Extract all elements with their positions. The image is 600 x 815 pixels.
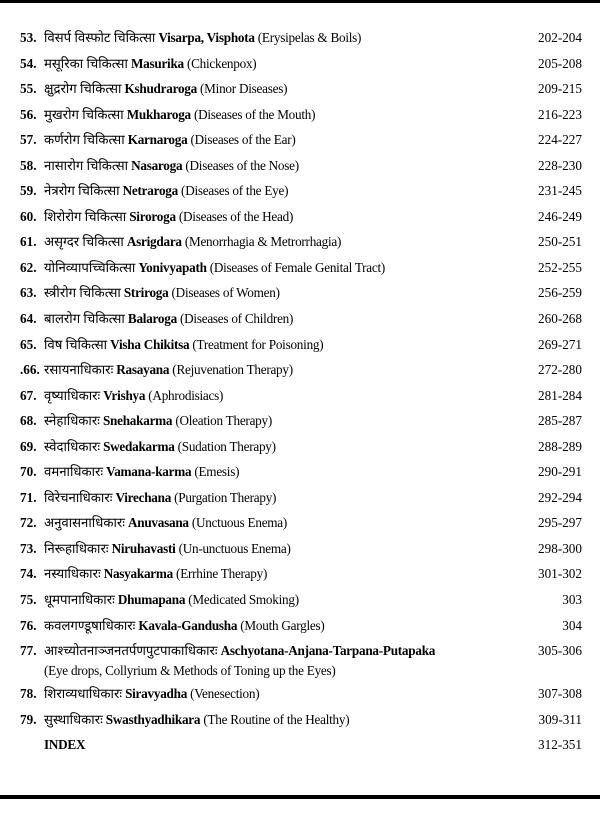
entry-sanskrit-title: असृग्दर चिकित्सा: [44, 234, 124, 250]
entry-sanskrit-title: विसर्प विस्फोट चिकित्सा: [44, 30, 156, 45]
entry-pages: 304: [562, 617, 582, 633]
entry-pages: 303: [562, 592, 582, 608]
entry-description: (Errhine Therapy): [176, 566, 268, 582]
top-rule: [0, 0, 600, 3]
toc-entry: [0, 460, 600, 486]
entry-title: [44, 737, 85, 753]
toc-entry: [0, 103, 600, 129]
entry-title: [44, 686, 259, 702]
entry-number: 65.: [20, 336, 37, 352]
entry-sanskrit-title: विष चिकित्सा: [44, 336, 108, 352]
entry-title: [44, 285, 280, 301]
toc-entry: [0, 614, 600, 640]
entry-sanskrit-title: योनिव्यापच्चिकित्सा: [44, 259, 136, 275]
entry-title: [44, 30, 361, 46]
entry-description: (Diseases of Women): [171, 285, 280, 301]
entry-number: 60.: [20, 208, 37, 224]
table-of-contents: [0, 26, 600, 759]
entry-sanskrit-title: स्नेहाधिकारः: [44, 413, 100, 429]
entry-number: .66.: [20, 362, 40, 378]
entry-sanskrit-title: नासारोग चिकित्सा: [44, 157, 129, 173]
entry-transliteration: Virechana: [115, 489, 172, 505]
entry-pages: 312-351: [538, 737, 582, 753]
toc-entry: [0, 128, 600, 154]
entry-sanskrit-title: बालरोग चिकित्सा: [44, 311, 125, 327]
entry-number: 72.: [20, 515, 37, 531]
toc-entry: [0, 179, 600, 205]
entry-title: [44, 388, 223, 404]
entry-description: (Venesection): [190, 686, 260, 702]
entry-title: [44, 234, 341, 250]
bottom-rule: [0, 795, 600, 799]
entry-title: [44, 260, 385, 276]
entry-transliteration: Swasthyadhikara: [105, 711, 201, 727]
entry-number: 71.: [20, 489, 37, 505]
toc-entry: [0, 26, 600, 52]
entry-pages: 202-204: [538, 30, 582, 45]
toc-entry: [0, 52, 600, 78]
entry-description: (Diseases of the Eye): [181, 183, 289, 199]
toc-entry: [0, 230, 600, 256]
entry-description: (Oleation Therapy): [175, 413, 272, 429]
entry-sanskrit-title: स्वेदाधिकारः: [44, 438, 101, 454]
entry-number: 75.: [20, 592, 37, 608]
entry-transliteration: Anuvasana: [127, 515, 189, 531]
entry-description: (Diseases of Children): [180, 311, 294, 327]
entry-title: [44, 311, 293, 327]
entry-description: (Minor Diseases): [200, 81, 288, 97]
entry-sanskrit-title: अनुवासनाधिकारः: [44, 515, 125, 531]
entry-pages: 298-300: [538, 540, 582, 556]
entry-number: 55.: [20, 81, 37, 97]
entry-transliteration: Nasyakarma: [103, 566, 173, 582]
toc-entry: [0, 205, 600, 231]
entry-sanskrit-title: शिरोरोग चिकित्सा: [44, 208, 127, 224]
entry-transliteration: Vrishya: [103, 387, 146, 403]
entry-number: 67.: [20, 387, 37, 403]
toc-entry: [0, 333, 600, 359]
toc-entry: [0, 256, 600, 282]
entry-description: (Treatment for Poisoning): [192, 336, 324, 352]
entry-description: (Aphrodisiacs): [148, 387, 224, 403]
entry-description: (Diseases of the Nose): [185, 157, 299, 173]
entry-description: (Mouth Gargles): [240, 617, 325, 633]
entry-pages: 295-297: [538, 515, 582, 531]
entry-transliteration: Kavala-Gandusha: [138, 617, 238, 633]
entry-number: 79.: [20, 711, 37, 727]
entry-title: [44, 362, 293, 378]
toc-entry: [0, 562, 600, 588]
entry-title: [44, 337, 323, 353]
entry-pages: 285-287: [538, 413, 582, 429]
entry-transliteration: Snehakarma: [102, 413, 173, 429]
entry-title: [44, 618, 325, 634]
entry-pages: 288-289: [538, 438, 582, 454]
entry-sanskrit-title: क्षुद्ररोग चिकित्सा: [44, 81, 122, 97]
entry-title: [44, 56, 256, 72]
entry-sanskrit-title: धूमपानाधिकारः: [44, 592, 115, 608]
entry-description: (The Routine of the Healthy): [203, 711, 350, 727]
entry-number: 78.: [20, 686, 37, 702]
entry-number: 69.: [20, 438, 37, 454]
entry-number: 61.: [20, 234, 37, 250]
entry-number: 76.: [20, 617, 37, 633]
entry-transliteration: Siroroga: [129, 208, 176, 224]
entry-title: [44, 592, 299, 608]
entry-sanskrit-title: मुखरोग चिकित्सा: [44, 106, 124, 122]
entry-title: [44, 413, 272, 429]
entry-pages: 301-302: [538, 566, 582, 582]
toc-entry: [0, 358, 600, 384]
entry-sanskrit-title: मसूरिका चिकित्सा: [44, 55, 128, 71]
toc-entry: [0, 537, 600, 563]
toc-entry: [0, 682, 600, 708]
entry-number: 68.: [20, 413, 37, 429]
toc-entry: [0, 511, 600, 537]
entry-pages: 209-215: [538, 81, 582, 97]
toc-entry: [0, 409, 600, 435]
entry-description: (Medicated Smoking): [188, 592, 299, 608]
entry-transliteration: Balaroga: [127, 311, 177, 327]
toc-entry: [0, 639, 600, 682]
entry-title: [44, 490, 276, 506]
entry-sanskrit-title: नेत्ररोग चिकित्सा: [44, 183, 120, 199]
entry-title: [44, 209, 293, 225]
entry-pages: 250-251: [538, 234, 582, 250]
entry-transliteration: Niruhavasti: [111, 540, 176, 556]
entry-description: (Menorrhagia & Metrorrhagia): [184, 234, 342, 250]
entry-number: 64.: [20, 311, 37, 327]
entry-title: [44, 439, 276, 455]
toc-entry: [0, 154, 600, 180]
entry-number: 77.: [20, 643, 37, 659]
entry-sanskrit-title: निरूहाधिकारः: [44, 540, 109, 556]
entry-sanskrit-title: कर्णरोग चिकित्सा: [44, 132, 125, 148]
entry-transliteration: Visarpa, Visphota: [158, 30, 255, 45]
entry-pages: 231-245: [538, 183, 582, 199]
entry-pages: 290-291: [538, 464, 582, 480]
entry-pages: 281-284: [538, 387, 582, 403]
entry-sanskrit-title: आश्च्योतनाञ्जनतर्पणपुटपाकाधिकारः: [44, 643, 218, 659]
entry-description: (Unctuous Enema): [191, 515, 288, 531]
entry-number: 70.: [20, 464, 37, 480]
entry-pages: 269-271: [538, 336, 582, 352]
entry-title: [44, 712, 349, 728]
entry-title: [44, 464, 239, 480]
toc-entry: [0, 384, 600, 410]
entry-description: (Un-unctuous Enema): [178, 540, 291, 556]
entry-transliteration: Siravyadha: [125, 686, 188, 702]
entry-number: 57.: [20, 132, 37, 148]
entry-transliteration: Masurika: [130, 55, 184, 71]
entry-pages: 309-311: [538, 711, 582, 727]
toc-entry: [0, 588, 600, 614]
entry-description: (Erysipelas & Boils): [257, 30, 362, 45]
entry-sanskrit-title: वृष्याधिकारः: [44, 387, 101, 403]
entry-transliteration: Karnaroga: [127, 132, 188, 148]
entry-pages: 256-259: [538, 285, 582, 301]
entry-transliteration: INDEX: [44, 737, 86, 753]
entry-title: [44, 107, 315, 123]
entry-description: (Diseases of the Ear): [190, 132, 296, 148]
entry-pages: 307-308: [538, 686, 582, 702]
entry-number: 74.: [20, 566, 37, 582]
entry-transliteration: Vamana-karma: [106, 464, 192, 480]
entry-title: [44, 566, 267, 582]
toc-entry: [0, 435, 600, 461]
entry-number: 56.: [20, 106, 37, 122]
entry-transliteration: Nasaroga: [131, 157, 183, 173]
entry-pages: 305-306: [538, 643, 582, 659]
entry-number: 53.: [20, 30, 37, 45]
entry-transliteration: Yonivyapath: [138, 259, 207, 275]
entry-description: (Diseases of Female Genital Tract): [209, 259, 386, 275]
entry-sanskrit-title: कवलगण्डूषाधिकारः: [44, 617, 136, 633]
entry-pages: 224-227: [538, 132, 582, 148]
entry-title: [44, 81, 287, 97]
entry-number: 54.: [20, 55, 37, 71]
entry-description: (Rejuvenation Therapy): [172, 362, 293, 378]
entry-number: 73.: [20, 540, 37, 556]
entry-pages: 246-249: [538, 208, 582, 224]
entry-transliteration: Dhumapana: [117, 592, 186, 608]
entry-transliteration: Swedakarma: [103, 438, 175, 454]
toc-entry: [0, 77, 600, 103]
entry-pages: 252-255: [538, 259, 582, 275]
entry-pages: 228-230: [538, 157, 582, 173]
entry-sanskrit-title: रसायनाधिकारः: [44, 362, 114, 378]
entry-title: [44, 541, 291, 557]
entry-pages: 272-280: [538, 362, 582, 378]
entry-description: (Purgation Therapy): [174, 489, 277, 505]
entry-description: (Diseases of the Head): [178, 208, 294, 224]
entry-sanskrit-title: स्त्रीरोग चिकित्सा: [44, 285, 121, 301]
entry-number: 62.: [20, 259, 37, 275]
entry-title: [44, 132, 295, 148]
entry-sanskrit-title: सुस्थाधिकारः: [44, 711, 103, 727]
entry-pages: 260-268: [538, 311, 582, 327]
entry-pages: 205-208: [538, 55, 582, 71]
entry-transliteration: Visha Chikitsa: [110, 336, 190, 352]
entry-transliteration: Aschyotana-Anjana-Tarpana-Putapaka: [220, 643, 436, 659]
toc-entry: [0, 733, 600, 759]
entry-description: (Emesis): [194, 464, 240, 480]
entry-description: (Diseases of the Mouth): [193, 106, 316, 122]
entry-description: (Chickenpox): [186, 55, 257, 71]
entry-number: 58.: [20, 157, 37, 173]
entry-sanskrit-title: नस्याधिकारः: [44, 566, 101, 582]
entry-transliteration: Kshudraroga: [124, 81, 197, 97]
entry-description: (Sudation Therapy): [177, 438, 276, 454]
entry-title: [44, 183, 288, 199]
toc-entry: [0, 281, 600, 307]
entry-transliteration: Netraroga: [122, 183, 178, 199]
entry-number: 59.: [20, 183, 37, 199]
entry-transliteration: Mukharoga: [126, 106, 191, 122]
entry-description: (Eye drops, Collyrium & Methods of Toning up the Eyes): [44, 663, 336, 679]
toc-entry: [0, 307, 600, 333]
entry-title: [44, 643, 435, 659]
toc-entry: [0, 708, 600, 734]
entry-transliteration: Asrigdara: [126, 234, 182, 250]
entry-sanskrit-title: वमनाधिकारः: [44, 464, 104, 480]
entry-sanskrit-title: शिराव्यधाधिकारः: [44, 686, 123, 702]
entry-sanskrit-title: विरेचनाधिकारः: [44, 489, 113, 505]
entry-transliteration: Rasayana: [116, 362, 170, 378]
entry-pages: 292-294: [538, 489, 582, 505]
toc-entry: [0, 486, 600, 512]
entry-transliteration: Striroga: [123, 285, 169, 301]
entry-pages: 216-223: [538, 106, 582, 122]
entry-title: [44, 515, 287, 531]
entry-number: 63.: [20, 285, 37, 301]
entry-title: [44, 158, 299, 174]
